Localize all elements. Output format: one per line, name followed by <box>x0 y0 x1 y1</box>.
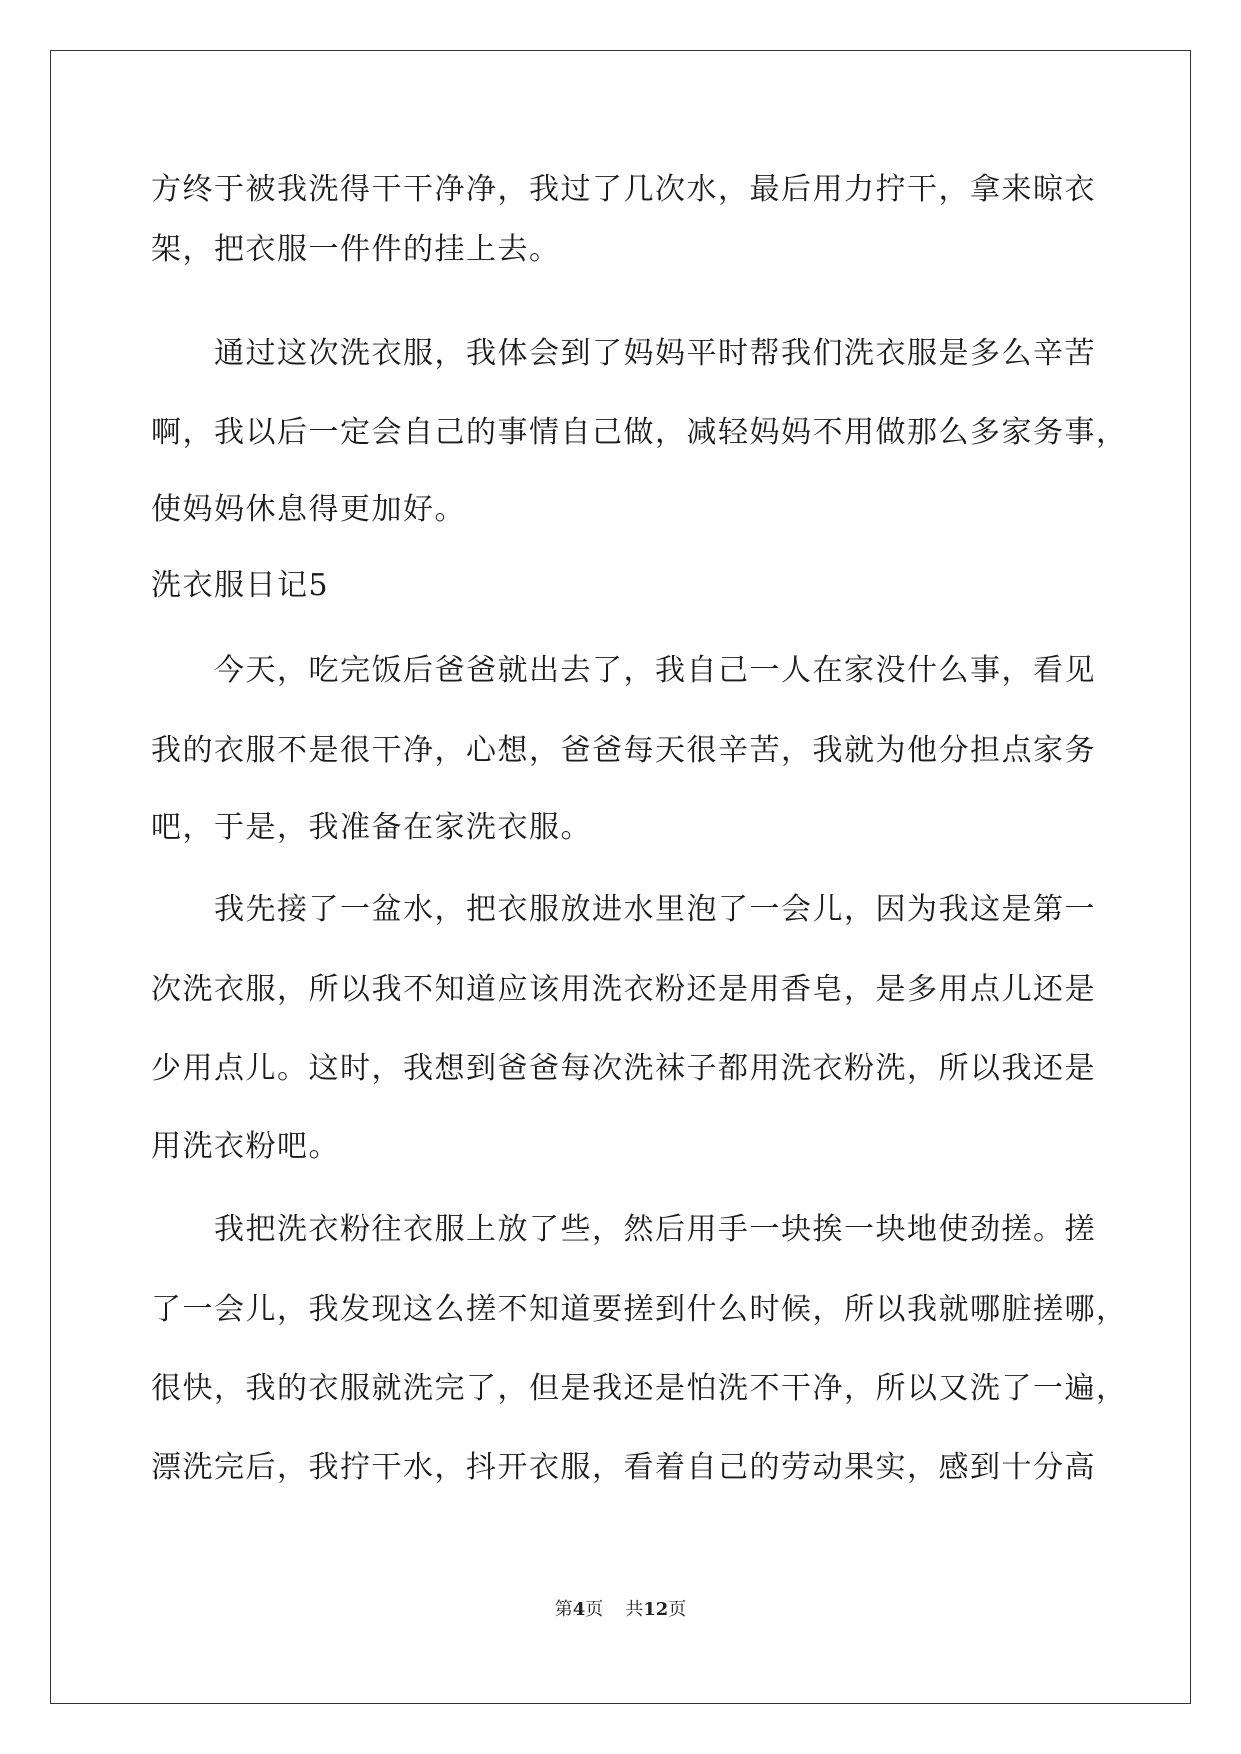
total-pages: 12 <box>643 1599 669 1620</box>
text-line: 使妈妈休息得更加好。 <box>151 492 466 527</box>
text-line: 次洗衣服，所以我不知道应该用洗衣粉还是用香皂，是多用点儿还是 <box>151 972 1096 1007</box>
page-number: 4 <box>572 1599 586 1620</box>
total-label-prefix: 共 <box>625 1599 644 1620</box>
text-line: 啊，我以后一定会自己的事情自己做，减轻妈妈不用做那么多家务事， <box>151 415 1128 450</box>
text-line: 我的衣服不是很干净，心想，爸爸每天很辛苦，我就为他分担点家务 <box>151 733 1096 768</box>
paragraph-start-line: 今天，吃完饭后爸爸就出去了，我自己一人在家没什么事，看见 <box>214 653 1096 688</box>
page-footer <box>0 1598 1241 1622</box>
text-line: 了一会儿，我发现这么搓不知道要搓到什么时候，所以我就哪脏搓哪， <box>151 1292 1128 1327</box>
paragraph-start-line: 通过这次洗衣服，我体会到了妈妈平时帮我们洗衣服是多么辛苦 <box>214 336 1096 371</box>
page-label-prefix: 第 <box>554 1599 573 1620</box>
text-line: 很快，我的衣服就洗完了，但是我还是怕洗不干净，所以又洗了一遍， <box>151 1371 1128 1406</box>
section-heading: 洗衣服日记5 <box>151 568 330 603</box>
total-label-suffix: 页 <box>668 1599 687 1620</box>
text-line: 用洗衣粉吧。 <box>151 1129 340 1164</box>
text-line: 漂洗完后，我拧干水，抖开衣服，看着自己的劳动果实，感到十分高 <box>151 1450 1096 1485</box>
paragraph-start-line: 我先接了一盆水，把衣服放进水里泡了一会儿，因为我这是第一 <box>214 892 1096 927</box>
page-label-suffix: 页 <box>585 1599 604 1620</box>
text-line: 方终于被我洗得干干净净，我过了几次水，最后用力拧干，拿来晾衣 <box>151 172 1096 207</box>
paragraph-start-line: 我把洗衣粉往衣服上放了些，然后用手一块挨一块地使劲搓。搓 <box>214 1212 1096 1247</box>
text-line: 吧，于是，我准备在家洗衣服。 <box>151 810 592 845</box>
text-line: 架，把衣服一件件的挂上去。 <box>151 232 561 267</box>
text-line: 少用点儿。这时，我想到爸爸每次洗袜子都用洗衣粉洗，所以我还是 <box>151 1051 1096 1086</box>
